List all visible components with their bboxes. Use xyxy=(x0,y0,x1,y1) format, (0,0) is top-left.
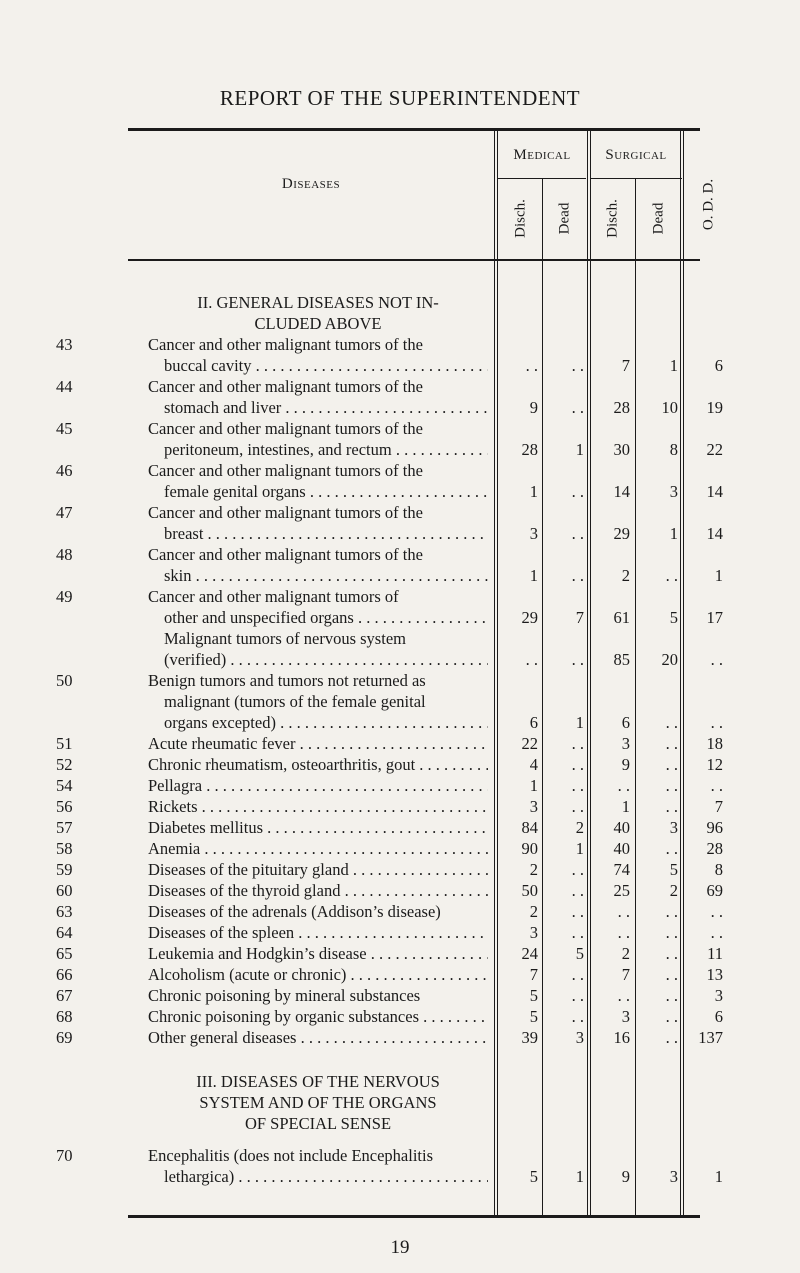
section-heading-line: II. GENERAL DISEASES NOT IN- xyxy=(197,293,439,312)
row-label-line: Diseases of the pituitary gland . . . xyxy=(148,860,488,879)
section-heading-line: OF SPECIAL SENSE xyxy=(244,1114,392,1133)
surgical-dead-value: . . xyxy=(665,986,678,1005)
row-label-line: Cancer and other malignant tumors of the xyxy=(148,545,423,564)
row-label-line: (verified) . . . xyxy=(164,650,488,669)
row-label-line: Chronic rheumatism, osteoarthritis, gout . . . xyxy=(148,755,488,774)
row-number: 64 xyxy=(56,923,73,942)
surgical-disch-value: 30 xyxy=(613,440,630,459)
medical-dead-value: . . xyxy=(571,965,584,984)
surgical-dead-value: . . xyxy=(665,755,678,774)
medical-disch-value: 5 xyxy=(529,1007,538,1026)
row-number: 58 xyxy=(56,839,73,858)
surgical-dead-value: . . xyxy=(665,944,678,963)
row-label-line: Rickets . . . xyxy=(148,797,488,816)
surgical-dead-value: . . xyxy=(665,923,678,942)
medical-dead-value: . . xyxy=(571,797,584,816)
row-label-line: Cancer and other malignant tumors of the xyxy=(148,377,423,396)
row-label-line: Chronic poisoning by mineral substances xyxy=(148,986,421,1005)
surgical-disch-value: 3 xyxy=(621,1007,630,1026)
medical-disch-value: . . xyxy=(525,356,538,375)
row-label-line: other and unspecified organs . . . xyxy=(164,608,488,627)
odd-value: . . xyxy=(710,923,723,942)
medical-dead-value: . . xyxy=(571,398,584,417)
page-title: REPORT OF THE SUPERINTENDENT xyxy=(219,86,581,110)
medical-disch-value: 24 xyxy=(521,944,538,963)
row-label-line: skin . . . xyxy=(164,566,488,585)
surgical-dead-value: . . xyxy=(665,713,678,732)
surgical-dead-value: 1 xyxy=(669,524,678,543)
medical-dead-value: 5 xyxy=(575,944,584,963)
medical-dead-value: . . xyxy=(571,524,584,543)
surgical-dead-value: 20 xyxy=(661,650,678,669)
bottom-rule xyxy=(128,1215,700,1218)
medical-dead-value: . . xyxy=(571,902,584,921)
surgical-disch-value: . . xyxy=(617,776,630,795)
surgical-disch-value: 40 xyxy=(613,839,630,858)
surgical-dead-value: . . xyxy=(665,797,678,816)
row-number: 57 xyxy=(56,818,73,837)
medical-disch-value: 4 xyxy=(529,755,538,774)
row-number: 51 xyxy=(56,734,73,753)
medical-disch-value: 9 xyxy=(529,398,538,417)
col-rule-a xyxy=(494,130,495,1216)
row-number: 66 xyxy=(56,965,73,984)
odd-value: 14 xyxy=(706,524,723,543)
surgical-dead-value: 3 xyxy=(669,1167,678,1186)
section-heading-line: SYSTEM AND OF THE ORGANS xyxy=(199,1093,437,1112)
odd-value: 19 xyxy=(706,398,723,417)
medical-disch-value: 2 xyxy=(529,902,538,921)
surgical-dead-value: . . xyxy=(665,965,678,984)
row-label-line: Diseases of the spleen . . . xyxy=(148,923,488,942)
odd-value: 22 xyxy=(706,440,723,459)
row-number: 46 xyxy=(56,461,73,480)
row-number: 69 xyxy=(56,1028,73,1047)
top-rule xyxy=(128,128,700,131)
medical-dead-value: . . xyxy=(571,923,584,942)
medical-dead-value: . . xyxy=(571,566,584,585)
surgical-disch-value: 2 xyxy=(621,944,630,963)
row-label-line: stomach and liver . . . xyxy=(164,398,488,417)
surgical-dead-value: 3 xyxy=(669,818,678,837)
header-surgical: Surgical xyxy=(605,147,667,163)
header-diseases: Diseases xyxy=(281,176,341,192)
surgical-dead-value: 5 xyxy=(669,860,678,879)
odd-value: 96 xyxy=(706,818,723,837)
surgical-disch-value: 16 xyxy=(613,1028,630,1047)
page-number: 19 xyxy=(390,1237,410,1258)
row-number: 60 xyxy=(56,881,73,900)
surgical-disch-value: 9 xyxy=(621,1167,630,1186)
surgical-disch-value: . . xyxy=(617,902,630,921)
medical-dead-value: . . xyxy=(571,1007,584,1026)
medical-dead-value: . . xyxy=(571,776,584,795)
row-label-line: Anemia . . . xyxy=(148,839,488,858)
medical-dead-value: . . xyxy=(571,755,584,774)
medical-disch-value: 90 xyxy=(521,839,538,858)
header-medical-dead: Dead xyxy=(556,202,573,235)
surgical-dead-value: . . xyxy=(665,902,678,921)
row-label-line: Cancer and other malignant tumors of the xyxy=(148,461,423,480)
row-number: 52 xyxy=(56,755,73,774)
row-number: 59 xyxy=(56,860,73,879)
odd-value: 14 xyxy=(706,482,723,501)
row-label-line: Pellagra . . . xyxy=(148,776,488,795)
medical-disch-value: 5 xyxy=(529,986,538,1005)
medical-dead-value: 3 xyxy=(575,1028,584,1047)
odd-value: . . xyxy=(710,713,723,732)
medical-disch-value: 50 xyxy=(521,881,538,900)
odd-value: 12 xyxy=(706,755,723,774)
row-label-line: Encephalitis (does not include Encephalitis xyxy=(148,1146,434,1165)
row-label-line: Cancer and other malignant tumors of the xyxy=(148,419,423,438)
surgical-dead-value: 3 xyxy=(669,482,678,501)
surgical-dead-value: . . xyxy=(665,776,678,795)
surgical-disch-value: 40 xyxy=(613,818,630,837)
surgical-disch-value: 85 xyxy=(613,650,630,669)
row-number: 54 xyxy=(56,776,73,795)
medical-dead-value: . . xyxy=(571,881,584,900)
odd-value: 69 xyxy=(706,881,723,900)
surgical-disch-value: . . xyxy=(617,923,630,942)
surgical-disch-value: 7 xyxy=(621,965,630,984)
col-rule-b xyxy=(497,130,498,1216)
odd-value: 13 xyxy=(706,965,723,984)
surgical-disch-value: 1 xyxy=(621,797,630,816)
col-rule-h xyxy=(683,130,684,1216)
odd-value: 1 xyxy=(714,566,723,585)
odd-value: 28 xyxy=(706,839,723,858)
header-rule xyxy=(128,259,700,261)
subheader-rule-surgical xyxy=(590,178,682,179)
medical-disch-value: 3 xyxy=(529,923,538,942)
surgical-dead-value: . . xyxy=(665,1028,678,1047)
surgical-disch-value: 14 xyxy=(613,482,630,501)
row-label-line: Benign tumors and tumors not returned as xyxy=(148,671,426,690)
medical-dead-value: 7 xyxy=(575,608,584,627)
surgical-disch-value: 29 xyxy=(613,524,630,543)
medical-dead-value: 1 xyxy=(575,440,584,459)
header-surgical-dead: Dead xyxy=(650,202,667,235)
col-rule-c xyxy=(542,178,543,1216)
row-number: 65 xyxy=(56,944,73,963)
odd-value: . . xyxy=(710,902,723,921)
surgical-dead-value: 1 xyxy=(669,356,678,375)
odd-value: 1 xyxy=(714,1167,723,1186)
row-number: 50 xyxy=(56,671,73,690)
medical-dead-value: . . xyxy=(571,482,584,501)
medical-dead-value: . . xyxy=(571,860,584,879)
row-number: 43 xyxy=(56,335,73,354)
medical-disch-value: 84 xyxy=(521,818,538,837)
medical-dead-value: 1 xyxy=(575,713,584,732)
row-label-line: lethargica) . . . xyxy=(164,1167,488,1186)
row-label-line: Diseases of the thyroid gland . . . xyxy=(148,881,488,900)
medical-dead-value: 1 xyxy=(575,839,584,858)
odd-value: 17 xyxy=(706,608,723,627)
row-label-line: Cancer and other malignant tumors of the xyxy=(148,335,423,354)
odd-value: 3 xyxy=(714,986,723,1005)
surgical-disch-value: 6 xyxy=(621,713,630,732)
surgical-dead-value: 5 xyxy=(669,608,678,627)
medical-disch-value: 2 xyxy=(529,860,538,879)
surgical-dead-value: 2 xyxy=(669,881,678,900)
medical-disch-value: 3 xyxy=(529,524,538,543)
surgical-disch-value: 61 xyxy=(613,608,630,627)
odd-value: 6 xyxy=(714,1007,723,1026)
row-label-line: Leukemia and Hodgkin’s disease . . . xyxy=(148,944,488,963)
row-label-line: Other general diseases . . . xyxy=(148,1028,488,1047)
odd-value: 18 xyxy=(706,734,723,753)
row-number: 68 xyxy=(56,1007,73,1026)
surgical-disch-value: 25 xyxy=(613,881,630,900)
medical-disch-value: 1 xyxy=(529,566,538,585)
header-medical-disch: Disch. xyxy=(512,199,529,238)
odd-value: 8 xyxy=(714,860,723,879)
row-label-line: female genital organs . . . xyxy=(164,482,488,501)
medical-disch-value: 22 xyxy=(521,734,538,753)
surgical-dead-value: . . xyxy=(665,566,678,585)
row-label-line: organs excepted) . . . xyxy=(164,713,488,732)
surgical-dead-value: . . xyxy=(665,734,678,753)
medical-dead-value: . . xyxy=(571,356,584,375)
row-number: 49 xyxy=(56,587,73,606)
section-heading-line: CLUDED ABOVE xyxy=(254,314,382,333)
row-label-line: peritoneum, intestines, and rectum . . . xyxy=(164,440,488,459)
row-number: 44 xyxy=(56,377,73,396)
header-surgical-disch: Disch. xyxy=(604,199,621,238)
row-number: 63 xyxy=(56,902,73,921)
odd-value: 7 xyxy=(714,797,723,816)
medical-disch-value: 7 xyxy=(529,965,538,984)
surgical-disch-value: 2 xyxy=(621,566,630,585)
medical-dead-value: 2 xyxy=(575,818,584,837)
row-label-line: Cancer and other malignant tumors of xyxy=(148,587,399,606)
surgical-dead-value: . . xyxy=(665,1007,678,1026)
row-label-line: Diseases of the adrenals (Addison’s disease) xyxy=(148,902,441,921)
medical-dead-value: . . xyxy=(571,986,584,1005)
row-label-line: Chronic poisoning by organic substances . . . xyxy=(148,1007,488,1026)
col-rule-g xyxy=(680,130,681,1216)
col-rule-e xyxy=(590,130,591,1216)
medical-disch-value: 6 xyxy=(529,713,538,732)
surgical-disch-value: 74 xyxy=(613,860,630,879)
col-rule-f xyxy=(635,178,636,1216)
medical-disch-value: 39 xyxy=(521,1028,538,1047)
row-number: 56 xyxy=(56,797,73,816)
surgical-disch-value: 9 xyxy=(621,755,630,774)
row-number: 45 xyxy=(56,419,73,438)
surgical-dead-value: 10 xyxy=(661,398,678,417)
odd-value: 137 xyxy=(698,1028,723,1047)
row-label-line: Malignant tumors of nervous system xyxy=(164,629,406,648)
medical-disch-value: 5 xyxy=(529,1167,538,1186)
medical-disch-value: 28 xyxy=(521,440,538,459)
medical-disch-value: 1 xyxy=(529,776,538,795)
medical-dead-value: . . xyxy=(571,650,584,669)
surgical-disch-value: . . xyxy=(617,986,630,1005)
row-label-line: Acute rheumatic fever . . . xyxy=(148,734,488,753)
row-label-line: Cancer and other malignant tumors of the xyxy=(148,503,423,522)
medical-dead-value: 1 xyxy=(575,1167,584,1186)
row-number: 70 xyxy=(56,1146,73,1165)
row-number: 47 xyxy=(56,503,73,522)
header-odd: O. D. D. xyxy=(700,178,717,231)
row-number: 67 xyxy=(56,986,73,1005)
surgical-dead-value: . . xyxy=(665,839,678,858)
col-rule-d xyxy=(587,130,588,1216)
row-label-line: Alcoholism (acute or chronic) . . . xyxy=(148,965,488,984)
surgical-dead-value: 8 xyxy=(669,440,678,459)
surgical-disch-value: 28 xyxy=(613,398,630,417)
surgical-disch-value: 3 xyxy=(621,734,630,753)
header-medical: Medical xyxy=(513,147,571,163)
odd-value: 11 xyxy=(707,944,723,963)
odd-value: . . xyxy=(710,776,723,795)
medical-disch-value: . . xyxy=(525,650,538,669)
odd-value: 6 xyxy=(714,356,723,375)
section-heading-line: III. DISEASES OF THE NERVOUS xyxy=(196,1072,440,1091)
medical-disch-value: 29 xyxy=(521,608,538,627)
surgical-disch-value: 7 xyxy=(621,356,630,375)
medical-dead-value: . . xyxy=(571,734,584,753)
odd-value: . . xyxy=(710,650,723,669)
row-number: 48 xyxy=(56,545,73,564)
row-label-line: buccal cavity . . . xyxy=(164,356,488,375)
medical-disch-value: 1 xyxy=(529,482,538,501)
medical-disch-value: 3 xyxy=(529,797,538,816)
row-label-line: Diabetes mellitus . . . xyxy=(148,818,488,837)
row-label-line: malignant (tumors of the female genital xyxy=(164,692,426,711)
row-label-line: breast . . . xyxy=(164,524,488,543)
